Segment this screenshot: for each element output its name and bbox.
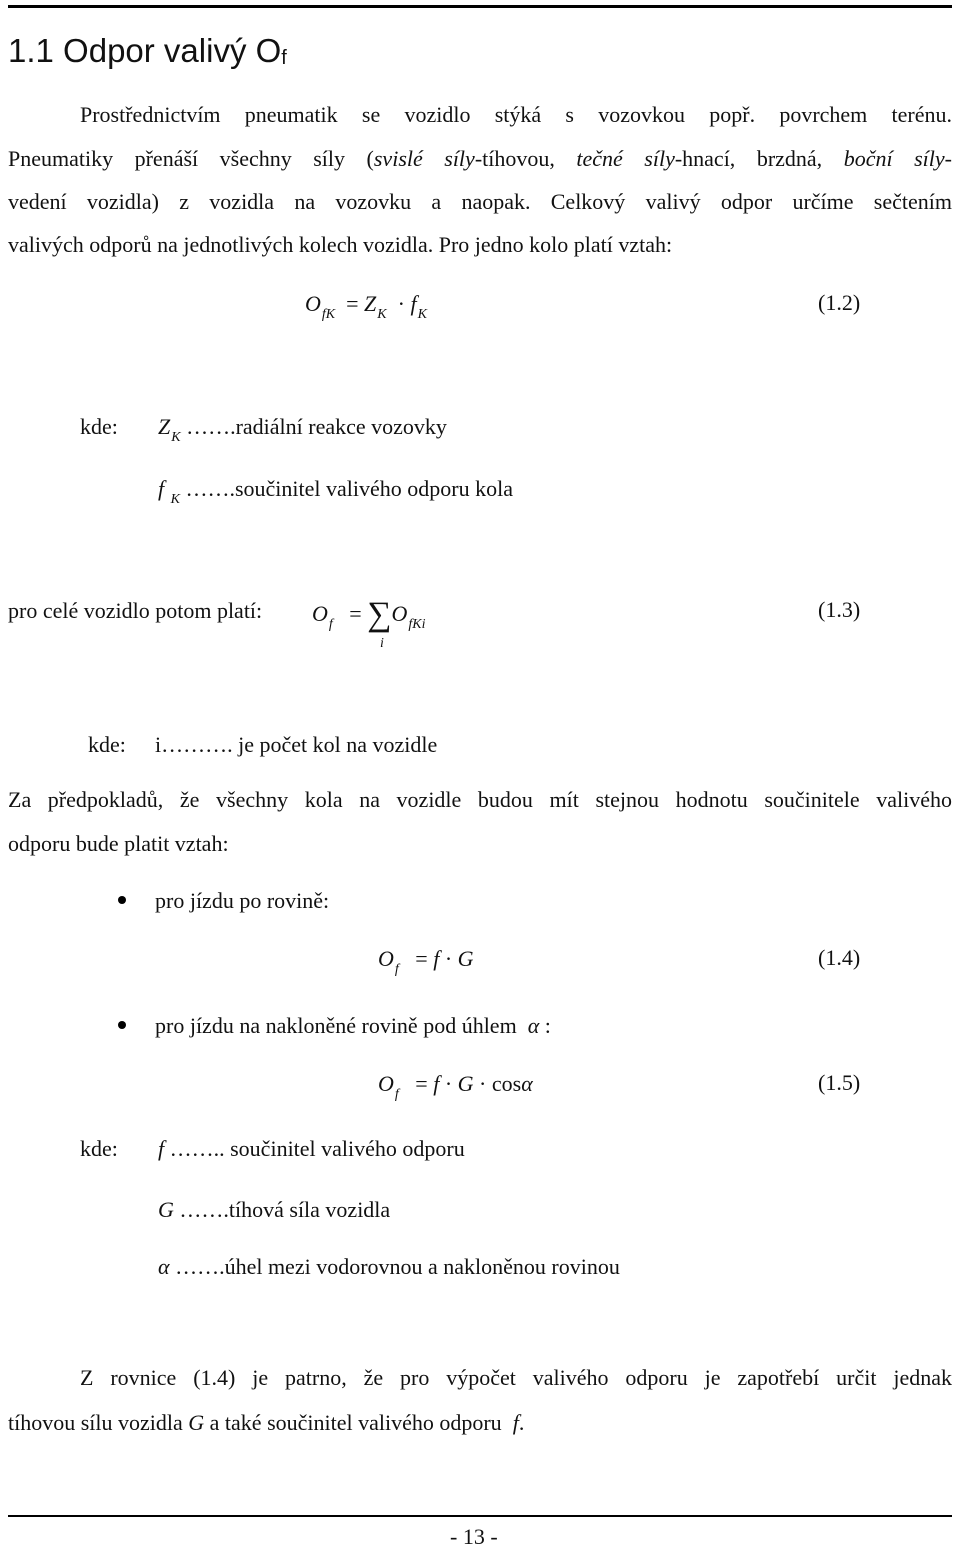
intro-line-1-text: Prostřednictvím pneumatik se vozidlo stýká s vozovkou popř. povrchem terénu. [80,102,952,127]
intro-text: -tíhovou, [474,146,577,171]
where-1-f: f $_K$ …….součinitel valivého odporu kola [158,476,513,507]
equation-1-2-label: (1.2) [818,290,861,315]
section-number: 1.1 [8,32,54,69]
where-3-g-desc: …….tíhová síla vozidla [179,1197,391,1222]
equation-1-3-label: (1.3) [818,597,861,622]
equation-1-5-label: (1.5) [818,1070,861,1095]
where-1-z-desc: …….radiální reakce vozovky [186,414,447,439]
cos-function: cos [491,1071,522,1096]
intro-line-3 [8,188,952,216]
section-title-sub: f [281,47,287,69]
intro-line-4-text: valivých odporů na jednotlivých kolech vozidla. Pro jedno kolo platí vztah: [8,232,673,257]
where-3-alpha-desc: …….úhel mezi vodorovnou a nakloněnou rovinou [175,1254,620,1279]
equation-1-5: $O_f = f \cdot G \cdot \cos\alpha$ [378,1071,533,1102]
para-3-line-1-text: Z rovnice (1.4) je patrno, že pro výpočet valivého odporu je zapotřebí určit jednak [80,1365,952,1390]
intro-line-1 [80,101,952,129]
where-1-z: $Z_K$ …….radiální reakce vozovky [158,414,447,445]
para-2-line-2: odporu bude platit vztah: [8,831,229,856]
intro-line-2 [8,145,952,173]
bullet-2-tail: : [544,1013,551,1038]
para-2-line-1-text: Za předpokladů, že všechny kola na vozidle budou mít stejnou hodnotu součinitele valivého [8,787,952,812]
intro-text: -hnací, brzdná, [674,146,844,171]
where-3-label: kde: [80,1136,118,1161]
intro-emph-lateral: boční síly- [843,146,952,171]
para-3-period: . [518,1410,525,1435]
section-title: Odpor valivý O [63,32,282,69]
para-3-text: tíhovou sílu vozidla [8,1410,183,1435]
intro-emph-tangential: tečné síly [576,146,675,171]
where-2-i-symbol: i [155,732,162,757]
page-number: - 13 - [450,1524,498,1549]
intro-emph-vertical: svislé síly [373,146,475,171]
equation-1-3-lead: pro celé vozidlo potom platí: [8,598,263,623]
bullet-1-text: pro jízdu po rovině: [155,888,330,913]
section-heading [8,32,287,70]
intro-line-4 [8,231,672,259]
where-3-f: f …….. součinitel valivého odporu [158,1136,465,1161]
equation-1-3: $O_f = \sum O_{fKi}$ [312,596,426,633]
equation-1-3-sum-index: i [380,636,384,651]
intro-line-3-text: vedení vozidla) z vozidla na vozovku a naopak. Celkový valivý odpor určíme sečtením [8,189,952,214]
where-2-i-desc: ………. je počet kol na vozidle [161,732,438,757]
where-2-i [155,731,437,759]
where-1-f-desc: …….součinitel valivého odporu kola [185,476,513,501]
para-2-line-1 [8,786,952,814]
para-3-text: a také součinitel valivého odporu [209,1410,502,1435]
where-1-label: kde: [80,414,118,439]
alpha-symbol: α [522,1013,540,1038]
f-symbol: f [507,1410,519,1435]
where-2-label: kde: [88,732,126,757]
where-3-alpha: α …….úhel mezi vodorovnou a nakloněnou rovinou [158,1254,620,1279]
para-3-line-1 [80,1364,952,1392]
bullet-dot-1 [118,896,126,904]
where-3-f-desc: …….. součinitel valivého odporu [169,1136,465,1161]
where-3-g: G …….tíhová síla vozidla [158,1197,391,1222]
bullet-dot-2 [118,1021,126,1029]
equation-1-4: $O_f = f \cdot G$ [378,946,474,977]
para-3-line-2 [8,1409,524,1437]
bullet-2-text [155,1012,551,1040]
bottom-rule [8,1515,952,1517]
g-symbol: G [188,1410,205,1435]
intro-text: Pneumatiky přenáší všechny síly ( [8,146,374,171]
equation-1-2: $O_{fK} = Z_K \cdot f_K$ [305,291,427,322]
equation-1-4-label: (1.4) [818,945,861,970]
top-rule [8,5,952,8]
bullet-2-label: pro jízdu na nakloněné rovině pod úhlem [155,1013,517,1038]
